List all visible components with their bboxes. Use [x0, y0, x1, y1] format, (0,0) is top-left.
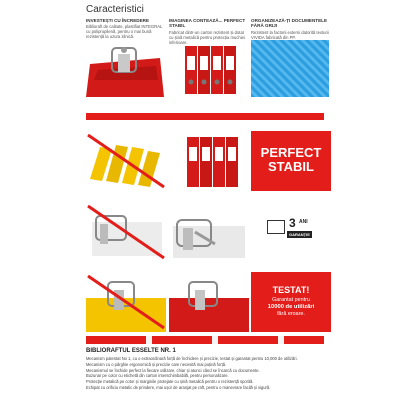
warranty-number: 3: [289, 216, 296, 230]
feature-heading: IMAGINEA CONTEAZĂ... PERFECT STABIL: [169, 18, 246, 29]
info-line: Mecanism patentat No 1, cu o extraordinară forță de închidere și precizie, testat și garantat pentru 10,000 de utilizări.: [86, 356, 298, 361]
red-binders-standing-image: [169, 131, 249, 191]
page-title: Caracteristici: [86, 4, 144, 15]
tested-badge: [251, 272, 331, 332]
info-line: Echipat cu orificiu metalic de prindere, mai ușor de aranjat pe raft, pentru o manevrare facilă și sigură.: [86, 384, 271, 390]
tested-line: fără eroare.: [277, 311, 305, 317]
info-line: Mecanismul se închide perfect la fiecare utilizare, chiar și atunci când se încarcă cu documente.: [86, 367, 260, 373]
tested-title: TESTAT!: [272, 285, 310, 295]
feature-organize: [251, 18, 331, 40]
feature-body: Rezistent la factorii externi datorită texturii VIVIDA fabricată din PP.: [251, 29, 329, 40]
red-binder-open-image: [86, 40, 164, 97]
info-section: [86, 348, 336, 391]
mechanism-open-image: [169, 202, 249, 262]
feature-heading: INVESTEȘTI CU ÎNCREDERE: [86, 18, 150, 23]
feature-quality: [86, 18, 166, 39]
info-line: Protecție metalică pe cotor și marginile protejate cu șină metalică pentru o rezistență sporită.: [86, 379, 254, 385]
badge-line: STABIL: [268, 159, 314, 174]
mechanism-crossed-image: [86, 202, 166, 262]
blue-texture-image: [251, 40, 329, 97]
yellow-mechanism-crossed-image: [86, 272, 166, 332]
info-line: Mecanism cu o pârghie ergonomică și precizie care necesită mai puțină forță.: [86, 361, 227, 367]
warranty-unit: ANI: [299, 219, 308, 225]
red-binders-row-image: [169, 40, 247, 97]
feature-body: Fabricat dintr-un carton rezistent și dotat cu șină metalică pentru protecția muchiei inferioare.: [169, 29, 245, 45]
info-body: [86, 356, 336, 391]
tested-line: Garantat pentru: [272, 297, 310, 303]
section-divider: [86, 113, 324, 120]
tested-line: 10000 de utilizări: [267, 304, 315, 310]
perfect-stable-badge: [251, 131, 331, 191]
feature-body: Biblioraft de calitate, plastifiat INTEGRAL cu polipropilenă, pentru o mai bună rezistență la uzura zilnică.: [86, 24, 163, 40]
feature-heading: ORGANIZEAZĂ-ȚI DOCUMENTELE FĂRĂ GRIJI: [251, 18, 328, 29]
badge-line: PERFECT: [260, 145, 322, 160]
warranty-badge: [251, 202, 331, 262]
red-mechanism-image: [169, 272, 249, 332]
info-heading: BIBLIORAFTUL ESSELTE NR. 1: [86, 348, 176, 354]
binder-icon: [267, 220, 285, 234]
info-line: Buzunar pe cotor cu etichetă din carton interschimbabilă, pentru personalizare.: [86, 373, 229, 379]
warranty-word: GARANȚIE: [289, 232, 310, 237]
yellow-binders-falling-image: [86, 131, 166, 191]
section-divider-bottom: [86, 336, 324, 344]
